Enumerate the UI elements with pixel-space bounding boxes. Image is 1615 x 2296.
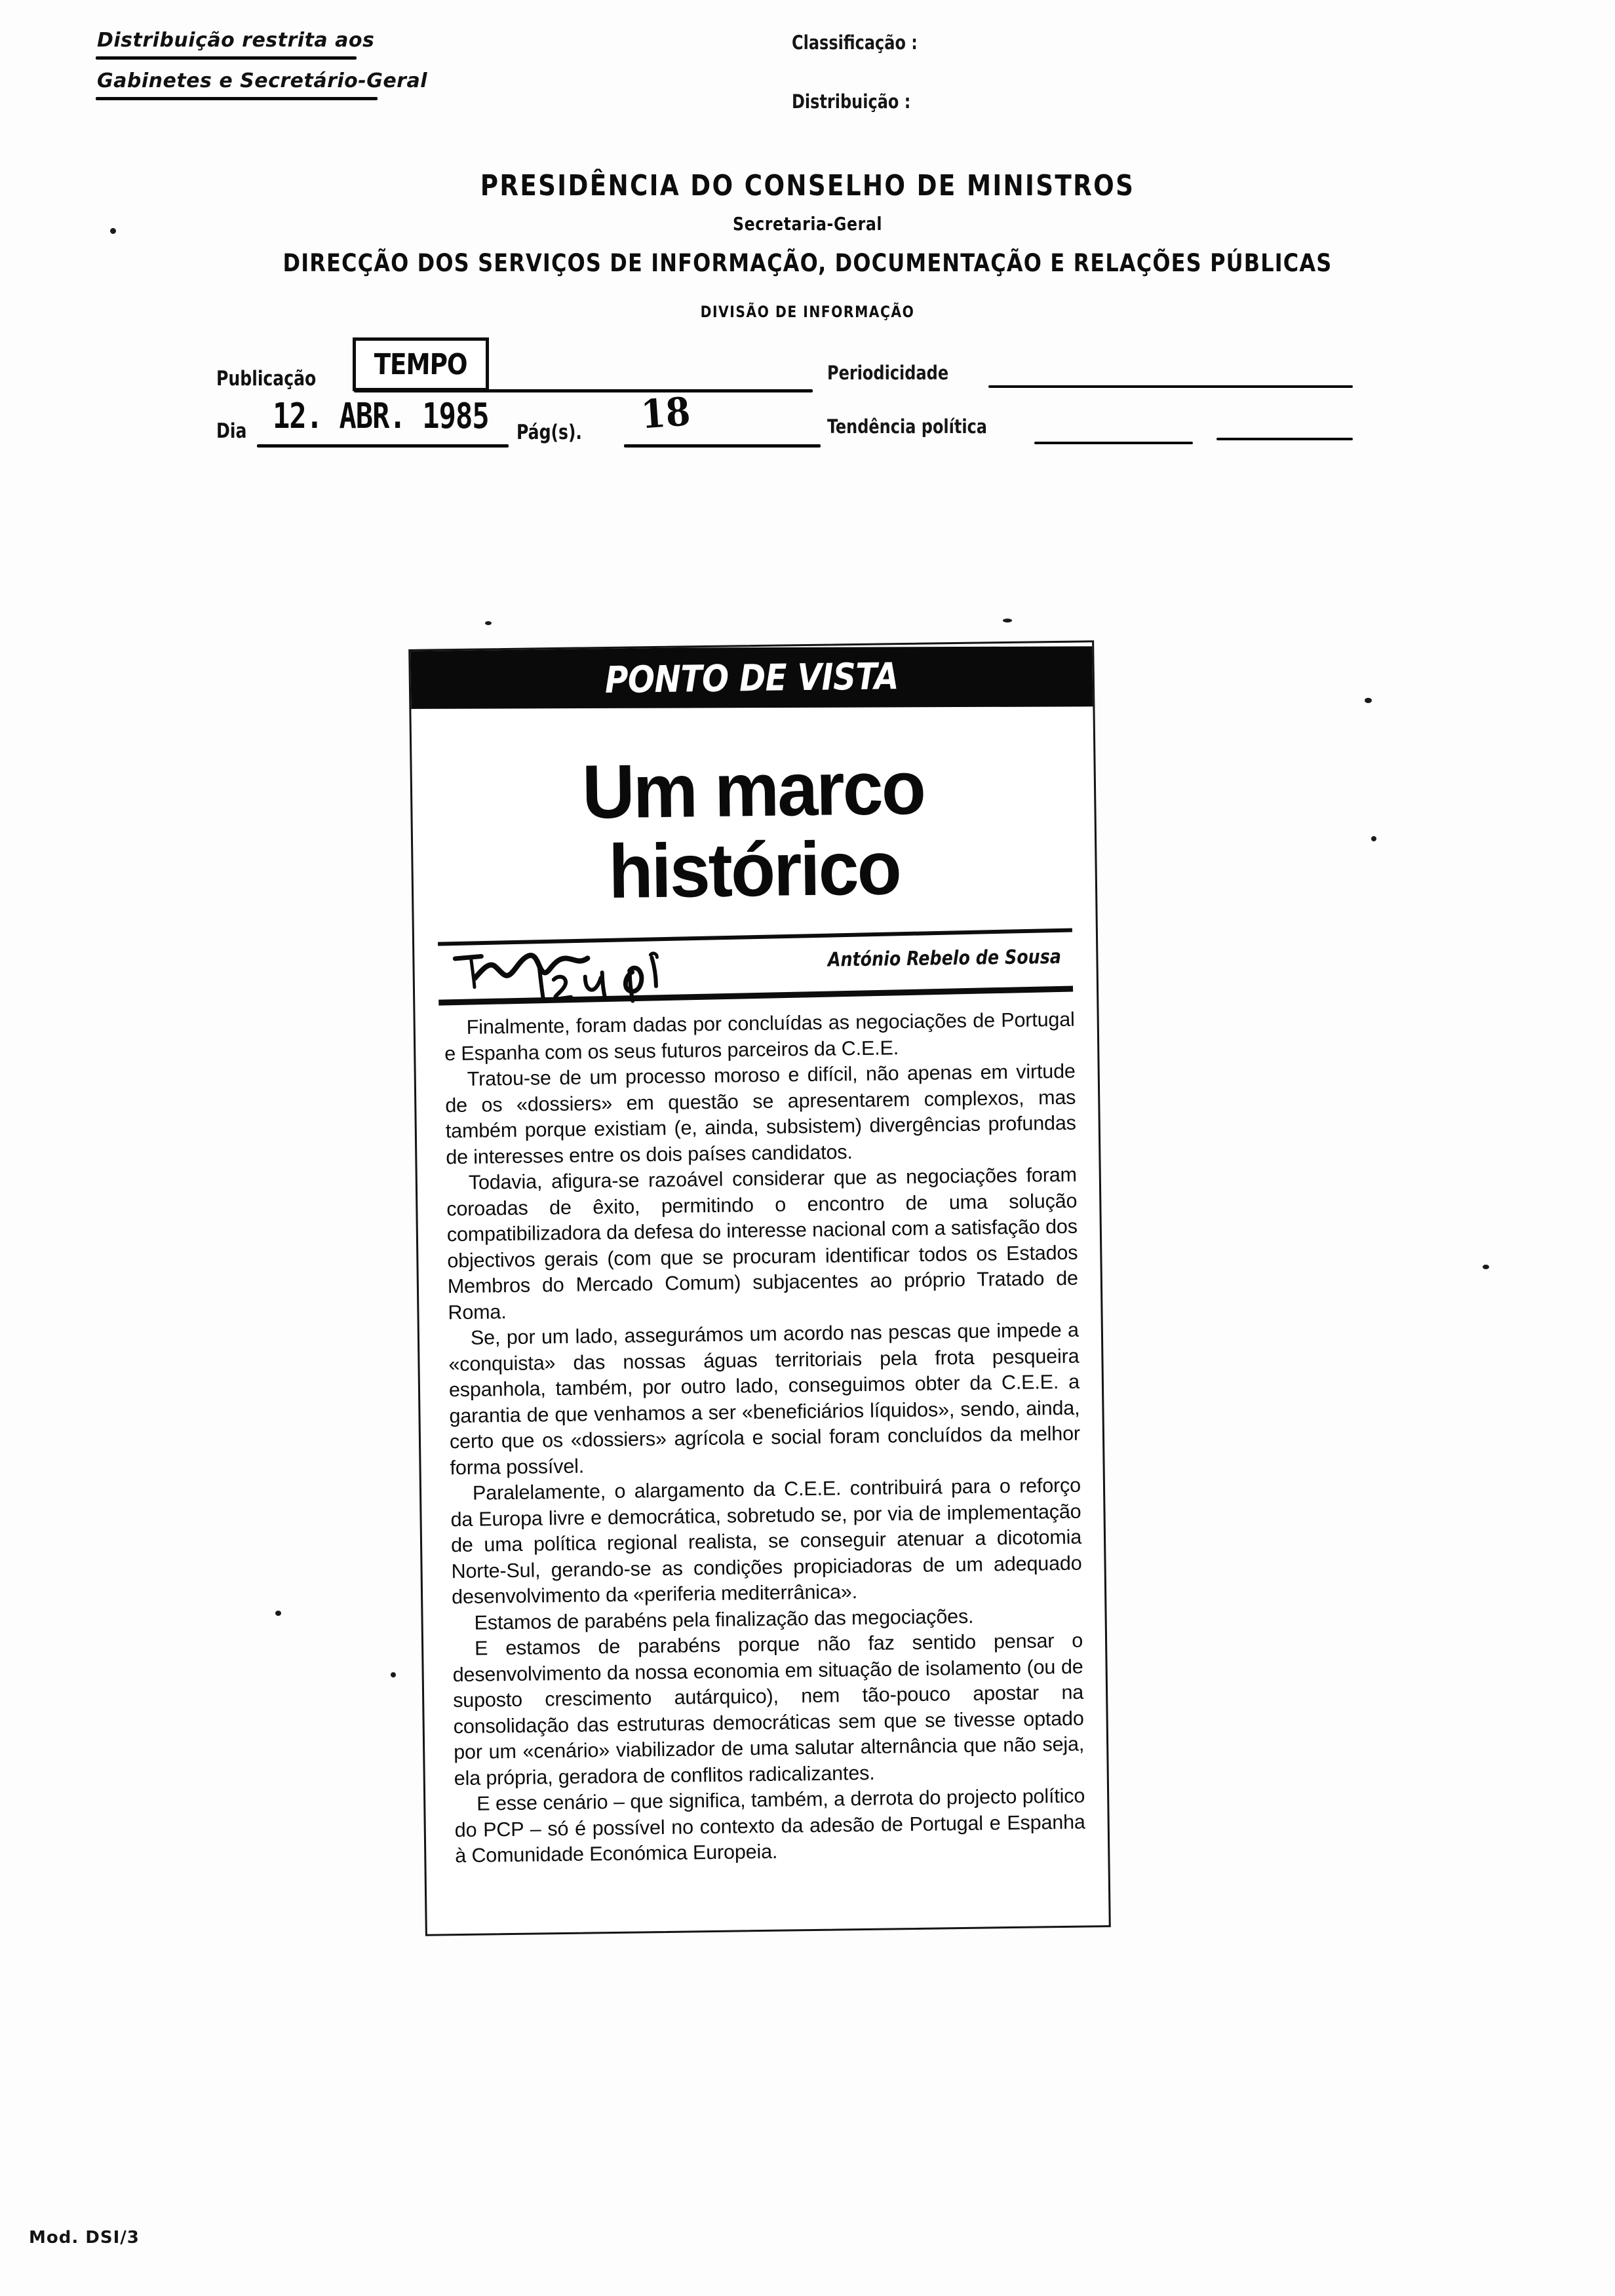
scan-speck: [1483, 1265, 1489, 1269]
dia-date-stamp: 12. ABR. 1985: [273, 395, 489, 436]
distribution-note-underline-2: [96, 97, 378, 100]
tendencia-field-rule-b[interactable]: [1216, 438, 1353, 440]
classificacao-label: Classificação :: [792, 31, 918, 54]
tendencia-politica-label: Tendência política: [827, 415, 988, 438]
scan-speck: [275, 1611, 281, 1616]
newspaper-clipping: [408, 640, 1111, 1936]
form-model-code: Mod. DSI/3: [29, 2228, 140, 2248]
publicacao-label: Publicação: [216, 367, 317, 391]
scan-speck: [485, 621, 492, 625]
organization-title: PRESIDÊNCIA DO CONSELHO DE MINISTROS: [480, 169, 1135, 202]
dia-field-rule[interactable]: [257, 444, 509, 448]
scan-speck: [391, 1672, 396, 1677]
headline-line-1: Um marco: [581, 744, 925, 835]
distribution-note-line-1: Distribuição restrita aos: [97, 29, 375, 52]
headline-line-2: histórico: [608, 825, 901, 914]
scan-speck: [110, 228, 116, 234]
tendencia-field-rule-a[interactable]: [1034, 442, 1193, 444]
article-paragraph: E estamos de parabéns porque não faz sentido pensar o desenvolvimento da nossa economia em situação de isolamento (ou de suposto crescimento autárquico), nem tão-pouco apostar na consolidação das estruturas democráticas sem que se tivesse optado por um «cenário» viabilizador de uma salutar alternância que não seja, ela própria, geradora de conflitos radicalizantes.: [452, 1629, 1085, 1789]
organization-division: DIVISÃO DE INFORMAÇÃO: [700, 303, 915, 321]
byline-rule-top: [438, 928, 1072, 946]
periodicidade-label: Periodicidade: [827, 362, 949, 384]
organization-department: DIRECÇÃO DOS SERVIÇOS DE INFORMAÇÃO, DOCUMENTAÇÃO E RELAÇÕES PÚBLICAS: [282, 249, 1333, 277]
scan-speck: [1003, 619, 1012, 622]
article-paragraph: E esse cenário – que significa, também, a derrota do projecto político do PCP – só é possível no contexto da adesão de Portugal e Espanha à Comunidade Económica Europeia.: [454, 1784, 1085, 1867]
dia-label: Dia: [216, 419, 247, 443]
article-paragraph: Finalmente, foram dadas por concluídas as negociações de Portugal e Espanha com os seus futuros parceiros da C.E.E.: [444, 1008, 1075, 1065]
kicker-label: PONTO DE VISTA: [604, 655, 899, 702]
periodicidade-field-rule[interactable]: [988, 385, 1353, 388]
article-paragraph: Se, por um lado, assegurámos um acordo nas pescas que impede a «conquista» das nossas águas territoriais pela frota pesqueira espanhola, também, por outro lado, conseguimos obter da C.E.E. a garantia de que venhamos a ser «beneficiários líquidos», sendo, ainda, certo que os «dossiers» agrícola e social foram concluídos da melhor forma possível.: [448, 1318, 1081, 1479]
distribution-note-underline-1: [96, 56, 357, 60]
article-paragraph: Paralelamente, o alargamento da C.E.E. contribuirá para o reforço da Europa livre e democrática, sobretudo se, por via de implementação de uma política regional realista, se conseguir atenuar a dicotomia Norte-Sul, gerando-se as condições propiciadoras de um adequado desenvolvimento da «periferia mediterrânica».: [450, 1474, 1082, 1609]
distribuicao-label: Distribuição :: [792, 90, 911, 113]
pags-field-rule[interactable]: [624, 444, 821, 448]
article-paragraph: Estamos de parabéns pela finalização das megociações.: [474, 1605, 974, 1634]
byline-rule-bottom: [438, 985, 1073, 1005]
pags-label: Pág(s).: [516, 421, 582, 444]
distribution-note-line-2: Gabinetes e Secretário-Geral: [97, 69, 428, 92]
pags-handwritten-value: 18: [639, 388, 692, 438]
scan-speck: [1371, 836, 1376, 841]
byline-author: António Rebelo de Sousa: [827, 945, 1062, 972]
article-paragraph: Todavia, afigura-se razoável considerar que as negociações foram coroadas de êxito, permitindo o encontro de uma solução compatibilizadora da defesa do interesse nacional com a satisfação dos objectivos gerais (com que se procuram identificar todos os Estados Membros do Mercado Comum) subjacentes ao próprio Tratado de Roma.: [446, 1163, 1079, 1324]
scan-speck: [1365, 698, 1372, 703]
publicacao-stamp: [353, 337, 489, 391]
publicacao-stamp-text: TEMPO: [374, 347, 468, 381]
article-body: [444, 1007, 1086, 1869]
organization-subtitle: Secretaria-Geral: [732, 213, 883, 235]
publicacao-field-rule[interactable]: [354, 389, 813, 392]
article-paragraph: Tratou-se de um processo moroso e difícil, não apenas em virtude de os «dossiers» em questão se apresentarem complexos, mas também porque existiam (e, ainda, subsistem) divergências profundas de interesses entre os dois países candidatos.: [445, 1060, 1076, 1168]
